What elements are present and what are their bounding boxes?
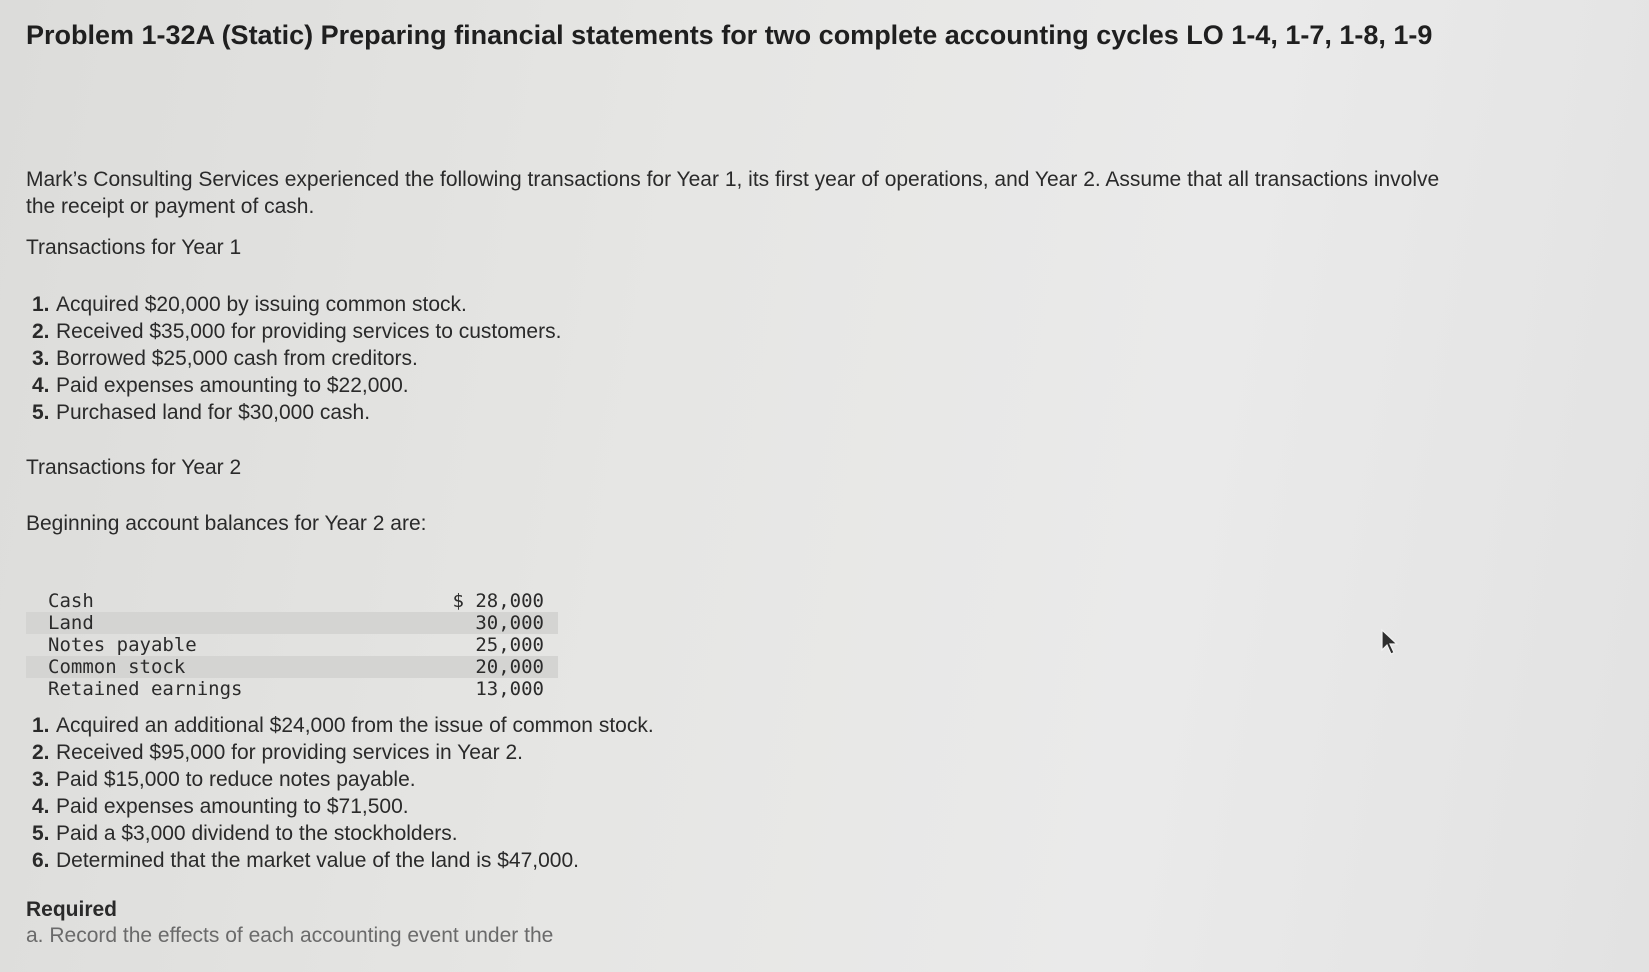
- problem-page: [26, 18, 1586, 947]
- list-item: 1. Acquired an additional $24,000 from the issue of common stock.: [32, 714, 654, 737]
- account-name: Land: [26, 612, 368, 634]
- year1-transaction-list: [32, 291, 561, 426]
- account-amount: 25,000: [475, 634, 544, 656]
- list-item: 5. Purchased land for $30,000 cash.: [32, 401, 371, 424]
- account-amount: 13,000: [475, 678, 544, 700]
- account-name: Retained earnings: [48, 678, 243, 700]
- balances-intro: Beginning account balances for Year 2 are:: [26, 512, 427, 535]
- list-item: 5. Paid a $3,000 dividend to the stockholders.: [32, 822, 458, 845]
- list-item: 3. Borrowed $25,000 cash from creditors.: [32, 347, 418, 370]
- account-name: Notes payable: [48, 634, 197, 656]
- account-name: Common stock: [26, 656, 368, 678]
- required-partial-line: a. Record the effects of each accounting event under the: [26, 924, 554, 947]
- year2-transaction-list: [32, 712, 654, 874]
- list-item: 3. Paid $15,000 to reduce notes payable.: [32, 768, 416, 791]
- table-row: [26, 612, 558, 634]
- mouse-pointer-icon: [1380, 628, 1400, 656]
- table-row: [26, 678, 558, 700]
- beginning-balances-table: [26, 590, 558, 700]
- required-heading: Required: [26, 898, 118, 921]
- year1-heading: Transactions for Year 1: [26, 236, 242, 259]
- list-item: 6. Determined that the market value of the land is $47,000.: [32, 849, 579, 872]
- account-amount: 20,000: [368, 656, 558, 678]
- account-name: Cash: [48, 590, 94, 612]
- list-item: 2. Received $95,000 for providing services in Year 2.: [32, 741, 523, 764]
- list-item: 1. Acquired $20,000 by issuing common stock.: [32, 293, 467, 316]
- list-item: 4. Paid expenses amounting to $71,500.: [32, 795, 409, 818]
- account-amount: 30,000: [368, 612, 558, 634]
- table-row: [26, 656, 558, 678]
- account-amount: $ 28,000: [452, 590, 544, 612]
- problem-intro: Mark’s Consulting Services experienced the following transactions for Year 1, its first year of operations, and Year 2. Assume that all transactions involve the receipt or payment of cash.: [26, 168, 1440, 218]
- problem-title: Problem 1-32A (Static) Preparing financial statements for two complete accounting cycles LO 1-4, 1-7, 1-8, 1-9: [26, 20, 1433, 50]
- list-item: 2. Received $35,000 for providing services to customers.: [32, 320, 562, 343]
- list-item: 4. Paid expenses amounting to $22,000.: [32, 374, 409, 397]
- year2-heading: Transactions for Year 2: [26, 456, 242, 479]
- table-row: [26, 590, 558, 612]
- table-row: [26, 634, 558, 656]
